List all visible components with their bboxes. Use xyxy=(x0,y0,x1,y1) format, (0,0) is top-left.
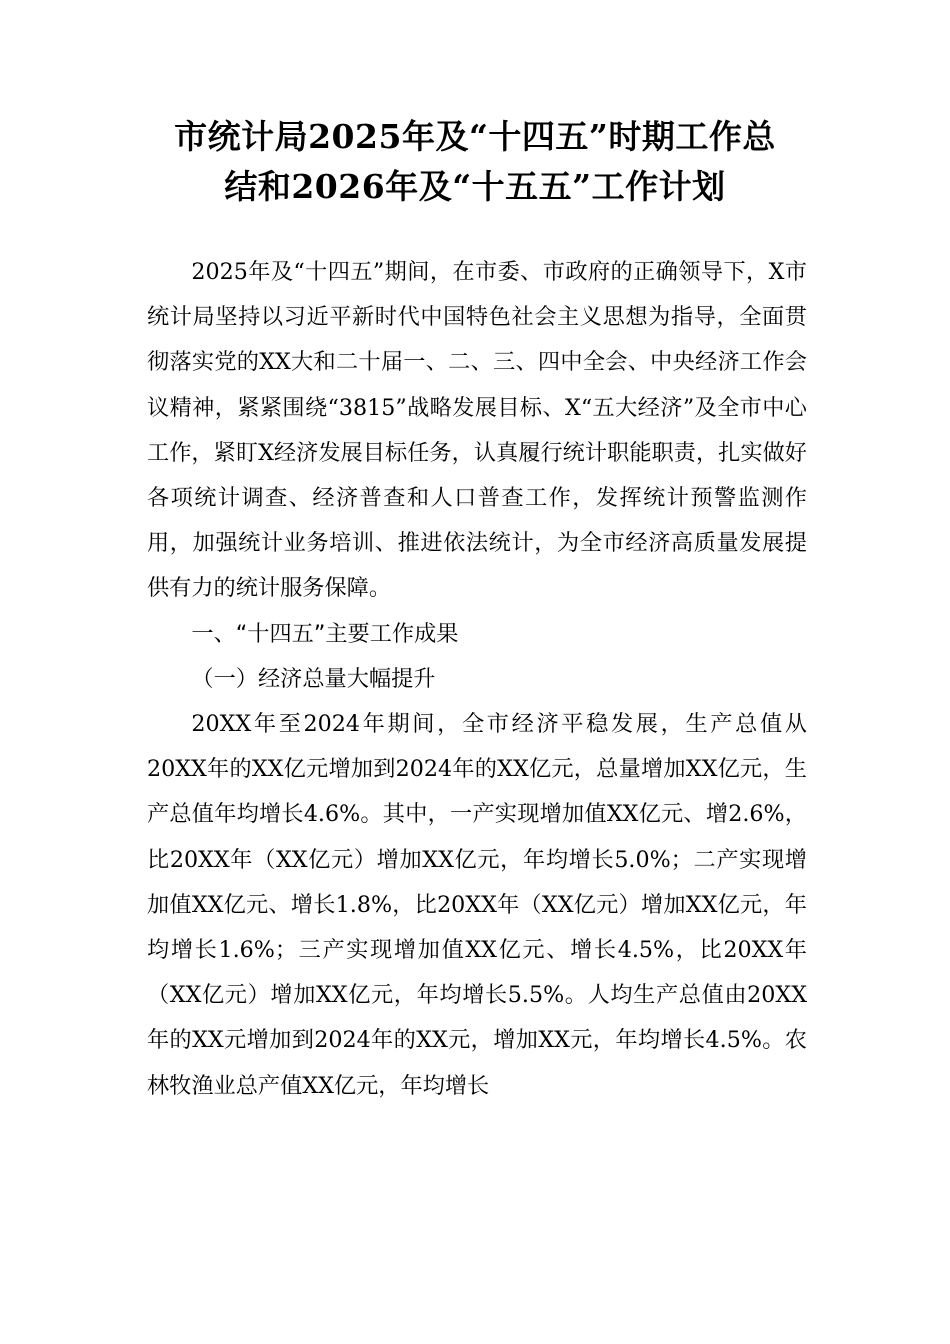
intro-paragraph: 2025年及“十四五”期间，在市委、市政府的正确领导下，X市统计局坚持以习近平新时代中国特色社会主义思想为指导，全面贯彻落实党的XX大和二十届一、二、三、四中全会、中央经济工作会议精神，紧紧围绕“3815”战略发展目标、X“五大经济”及全市中心工作，紧盯X经济发展目标任务，认真履行统计职能职责，扎实做好各项统计调查、经济普查和人口普查工作，发挥统计预警监测作用，加强统计业务培训、推进依法统计，为全市经济高质量发展提供有力的统计服务保障。 xyxy=(147,259,807,602)
title-line-1: 市统计局2025年及“十四五”时期工作总 xyxy=(174,117,776,156)
subsection-heading-1: （一）经济总量大幅提升 xyxy=(191,665,436,692)
title-line-2: 结和2026年及“十五五”工作计划 xyxy=(224,167,726,206)
document-body xyxy=(147,250,807,1109)
subsection-paragraph-1: 20XX年至2024年期间，全市经济平稳发展，生产总值从20XX年的XX亿元增加到2024年的XX亿元，总量增加XX亿元，生产总值年均增长4.6%。其中，一产实现增加值XX亿元、增2.6%，比20XX年（XX亿元）增加XX亿元，年均增长5.0%；二产实现增加值XX亿元、增长1.8%，比20XX年（XX亿元）增加XX亿元，年均增长1.6%；三产实现增加值XX亿元、增长4.5%，比20XX年（XX亿元）增加XX亿元，年均增长5.5%。人均生产总值由20XX年的XX元增加到2024年的XX元，增加XX元，年均增长4.5%。农林牧渔业总产值XX亿元，年均增长 xyxy=(147,711,807,1099)
section-heading-1: 一、“十四五”主要工作成果 xyxy=(191,620,459,647)
document-title xyxy=(120,112,830,212)
